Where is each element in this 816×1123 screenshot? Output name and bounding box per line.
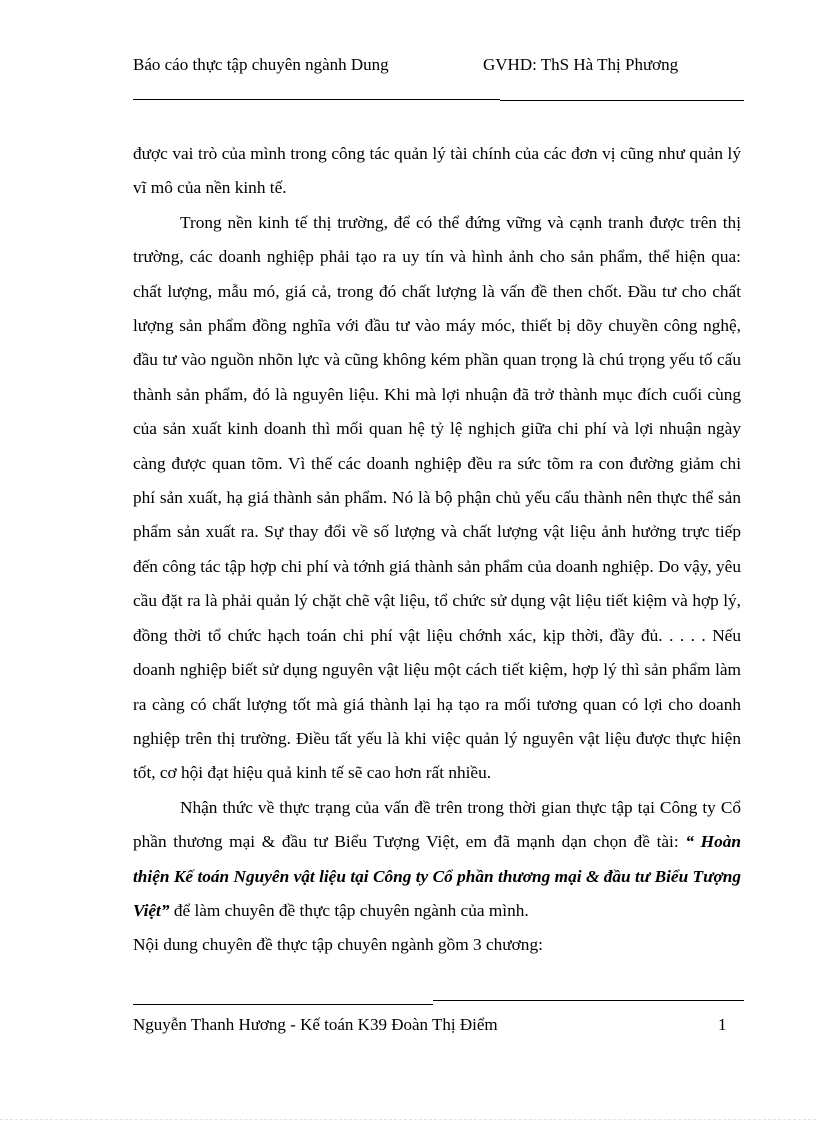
topic-intro-text: Nhận thức về thực trạng của vấn đề trên trong thời gian thực tập tại Công ty Cổ phần thương mại & đầu tư Biểu Tượng Việt, em đã mạnh dạn chọn đề tài:	[133, 797, 741, 852]
paragraph-continuation: được vai trò của mình trong công tác quản lý tài chính của các đơn vị cũng như quản lý vĩ mô của nền kinh tế.	[133, 144, 741, 198]
header-supervisor: GVHD: ThS Hà Thị Phương	[483, 55, 679, 74]
footer-author: Nguyễn Thanh Hương - Kế toán K39 Đoàn Thị Điểm	[133, 1015, 498, 1034]
document-body	[133, 137, 741, 963]
thesis-title: “ Hoàn thiện Kế toán Nguyên vật liệu tại Công ty Cổ phần thương mại & đầu tư Biểu Tượng Việt”	[133, 832, 741, 920]
footer-divider-left	[133, 1004, 433, 1005]
header-report-title: Báo cáo thực tập chuyên ngành Dung	[133, 55, 389, 74]
footer-divider-right	[433, 1000, 744, 1001]
paragraph-topic-choice	[133, 791, 741, 929]
page-number: 1	[718, 1015, 727, 1034]
page-boundary	[0, 1119, 816, 1120]
header-divider-right	[500, 100, 744, 101]
paragraph-market-economy: Trong nền kinh tế thị trường, để có thể đứng vững và cạnh tranh được trên thị trường, các doanh nghiệp phải tạo ra uy tín và hình ảnh cho sản phẩm, thể hiện qua: chất lượng, mẫu mó, giá cả, trong đó chất lượng là vấn đề then chốt. Đầu tư cho chất lượng sản phẩm đồng nghĩa với đầu tư vào máy móc, thiết bị dõy chuyền công nghệ, đầu tư vào nguồn nhõn lực và cũng không kém phần quan trọng là chú trọng yếu tố cấu thành sản phẩm, đó là nguyên liệu. Khi mà lợi nhuận đã trở thành mục đích cuối cùng của sản xuất kinh doanh thì mối quan hệ tỷ lệ nghịch giữa chi phí và lợi nhuận ngày càng được quan tõm. Vì thế các doanh nghiệp đều ra sức tõm ra con đường giảm chi phí sản xuất, hạ giá thành sản phẩm. Nó là bộ phận chủ yếu cấu thành nên thực thể sản phẩm sản xuất ra. Sự thay đổi về số lượng và chất lượng vật liệu ảnh hưởng trực tiếp đến công tác tập hợp chi phí và tớnh giá thành sản phẩm của doanh nghiệp. Do vậy, yêu cầu đặt ra là phải quản lý chặt chẽ vật liệu, tổ chức sử dụng vật liệu tiết kiệm và hợp lý, đồng thời tổ chức hạch toán chi phí vật liệu chớnh xác, kịp thời, đầy đủ. . . . . Nếu doanh nghiệp biết sử dụng nguyên vật liệu một cách tiết kiệm, hợp lý thì sản phẩm làm ra càng có chất lượng tốt mà giá thành lại hạ tạo ra mối tương quan có lợi cho doanh nghiệp trên thị trường. Điều tất yếu là khi việc quản lý nguyên vật liệu được thực hiện tốt, cơ hội đạt hiệu quả kinh tế sẽ cao hơn rất nhiều.	[133, 212, 741, 783]
header-divider-left	[133, 99, 500, 100]
paragraph-chapters: Nội dung chuyên đề thực tập chuyên ngành gồm 3 chương:	[133, 935, 543, 955]
topic-tail-text: để làm chuyên đề thực tập chuyên ngành của mình.	[169, 900, 529, 920]
